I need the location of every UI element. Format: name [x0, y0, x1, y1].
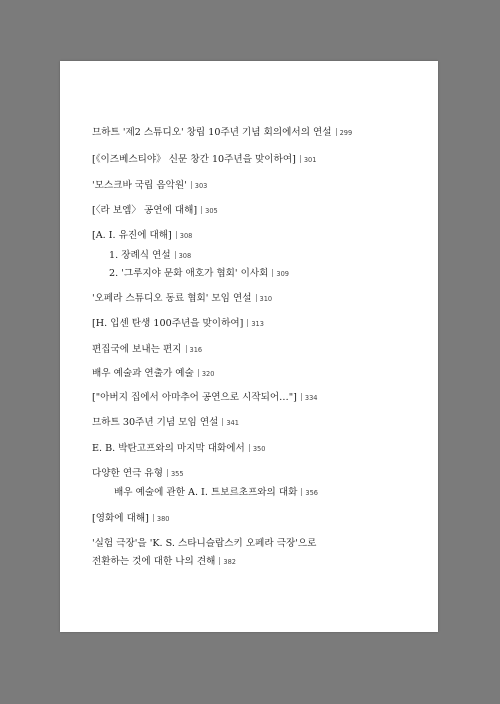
toc-entry-title: 므하트 '제2 스튜디오' 창립 10주년 기념 회의에서의 연설 [92, 127, 332, 138]
toc-entry [92, 538, 316, 550]
toc-entry-title: 2. '그루지야 문화 애호가 협회' 이사회 [109, 268, 269, 279]
toc-entry-page: 303 [194, 182, 208, 190]
toc-entry [92, 417, 239, 429]
toc-subentry [109, 250, 191, 262]
toc-entry-title: 배우 예술에 관한 A. I. 트보르초프와의 대화 [114, 487, 298, 498]
page-separator [256, 294, 257, 302]
toc-entry-title: '오페라 스튜디오 동료 협회' 모임 연설 [92, 293, 252, 304]
toc-entry-title: 므하트 30주년 기념 모임 연설 [92, 417, 219, 428]
toc-entry [92, 154, 316, 166]
toc-entry [92, 368, 214, 380]
page-separator [176, 231, 177, 239]
page-separator [167, 469, 168, 477]
toc-entry-page: 356 [305, 489, 318, 497]
toc-entry [92, 443, 265, 455]
toc-entry-page: 320 [201, 370, 215, 378]
toc-entry-page: 355 [170, 470, 184, 478]
toc-entry [92, 513, 169, 525]
toc-subentry [114, 487, 318, 499]
toc-entry-page: 382 [223, 558, 237, 566]
toc-entry-page: 299 [339, 129, 353, 137]
toc-entry-page: 308 [178, 252, 192, 260]
toc-entry-title: 다양한 연극 유형 [92, 468, 163, 479]
toc-entry-page: 341 [226, 419, 239, 427]
toc-entry-title: E. B. 박탄고프와의 마지막 대화에서 [92, 443, 245, 454]
page-separator [300, 155, 301, 163]
page-separator [249, 444, 250, 452]
page-separator [336, 128, 337, 136]
toc-entry [92, 127, 352, 139]
toc-entry-page: 309 [276, 270, 290, 278]
page-separator [247, 319, 248, 327]
toc-entry-continuation [92, 556, 236, 568]
page-separator [301, 393, 302, 401]
toc-entry-page: 310 [259, 295, 273, 303]
toc-entry-title: 배우 예술과 연출가 예술 [92, 368, 194, 379]
page-separator [186, 345, 187, 353]
toc-entry-title: 편집국에 보내는 편지 [92, 344, 182, 355]
toc-entry-title: 1. 장례식 연설 [109, 250, 171, 261]
toc-entry-title: 전환하는 것에 대한 나의 견해 [92, 556, 216, 567]
toc-entry [92, 344, 202, 356]
toc-entry [92, 392, 318, 404]
toc-entry-title: ["아버지 집에서 아마추어 공연으로 시작되어…"] [92, 392, 297, 403]
page-separator [191, 181, 192, 189]
toc-entry-title: [〈라 보엠〉 공연에 대해] [92, 205, 198, 216]
toc-entry-page: 313 [251, 320, 264, 328]
page-separator [198, 369, 199, 377]
page-separator [272, 269, 273, 277]
toc-entry-page: 350 [252, 445, 266, 453]
toc-entry [92, 180, 207, 192]
toc-entry-title: [《이즈베스티야》 신문 창간 10주년을 맞이하여] [92, 154, 296, 165]
toc-entry-page: 380 [156, 515, 170, 523]
toc-entry-title: '실험 극장'을 'K. S. 스타니슬랍스키 오페라 극장'으로 [92, 538, 317, 549]
page-separator [153, 514, 154, 522]
toc-entry-page: 301 [303, 156, 317, 164]
page-separator [219, 557, 220, 565]
toc-entry-page: 316 [189, 346, 203, 354]
toc-entry [92, 205, 218, 217]
toc-entry-title: '모스크바 국립 음악원' [92, 180, 187, 191]
toc-entry-page: 308 [179, 232, 193, 240]
page-separator [222, 418, 223, 426]
toc-entry-title: [영화에 대해] [92, 513, 149, 524]
toc-entry [92, 318, 264, 330]
toc-entry-page: 305 [205, 207, 218, 215]
page-separator [201, 206, 202, 214]
page-separator [175, 251, 176, 259]
toc-subentry [109, 268, 289, 280]
toc-entry [92, 293, 272, 305]
toc-entry-title: [H. 입센 탄생 100주년을 맞이하여] [92, 318, 244, 329]
toc-entry [92, 230, 192, 242]
page-separator [301, 488, 302, 496]
toc-entry [92, 468, 184, 480]
toc-entry-title: [A. I. 유진에 대해] [92, 230, 172, 241]
toc-entry-page: 334 [304, 394, 318, 402]
